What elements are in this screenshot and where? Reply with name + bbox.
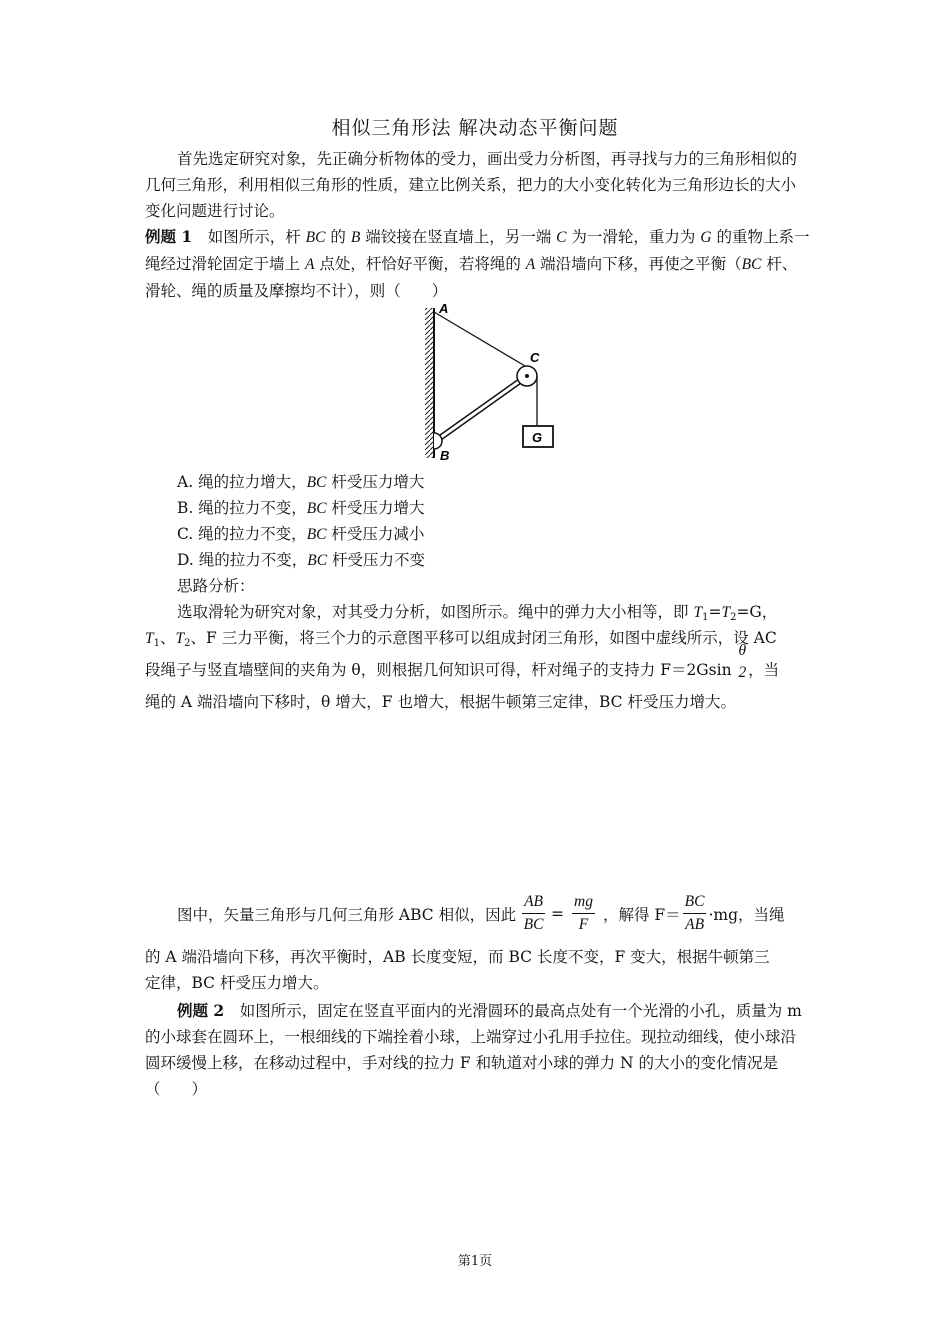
- option-text: 杆受压力不变: [327, 551, 426, 569]
- analysis-line-3: [145, 642, 780, 684]
- option-letter: C.: [177, 525, 194, 543]
- example1-paragraph: [145, 224, 810, 304]
- analysis-line-4: 绳的 A 端沿墙向下移时，θ 增大，F 也增大，根据牛顿第三定律，BC 杆受压力增大。: [145, 693, 736, 711]
- wall-hatch: [425, 308, 434, 458]
- analysis-line-2: $T_1$、$T_2$、F 三力平衡，将三个力的示意图平移可以组成封闭三角形，如图中虚线所示，设 AC: [145, 629, 777, 649]
- label-g: G: [532, 430, 543, 445]
- analysis-label: 思路分析：: [177, 577, 255, 595]
- var-a: A: [525, 256, 536, 273]
- analysis-text: ，当: [748, 661, 780, 679]
- pulley-axle: [525, 374, 529, 378]
- analysis-text: =: [708, 603, 722, 621]
- label-b: B: [440, 448, 450, 463]
- example1-text: 的: [325, 228, 351, 246]
- example1-text: 杆、滑轮、绳的质量及摩擦均不计），则（ ）: [145, 255, 798, 300]
- equals-sign: =: [551, 904, 565, 923]
- var-bc: BC: [305, 229, 326, 246]
- option-text: 杆受压力增大: [326, 499, 425, 517]
- option-text: 杆受压力增大: [326, 473, 425, 491]
- label-c: C: [530, 350, 540, 365]
- label-a: A: [439, 301, 449, 316]
- option-letter: B.: [177, 499, 194, 517]
- example1-text: 端沿墙向下移，再使之平衡（: [535, 255, 742, 273]
- similarity-line-3: 定律，BC 杆受压力增大。: [145, 974, 329, 992]
- option-d: [177, 548, 425, 570]
- option-text: 绳的拉力不变，: [198, 499, 307, 517]
- frac-den: F: [578, 916, 589, 933]
- example1-text: 点处，杆恰好平衡，若将绳的: [314, 255, 526, 273]
- example1-text: 的重物上系一绳经过滑轮固定于墙上: [145, 228, 810, 273]
- similarity-text: ，解得 F＝: [602, 905, 681, 924]
- page-number: 第1页: [457, 1254, 493, 1269]
- similarity-line-2: 的 A 端沿墙向下移，再次平衡时，AB 长度变短，而 BC 长度不变，F 变大，根据牛顿第三: [145, 948, 770, 966]
- option-text: 绳的拉力不变，: [198, 525, 307, 543]
- option-a: [177, 470, 424, 492]
- frac-num: mg: [572, 891, 595, 914]
- example2-label: 例题 2: [177, 1001, 225, 1020]
- var-bc: BC: [306, 474, 327, 491]
- wall-pulley-figure: [415, 300, 565, 465]
- example1-text: 为一滑轮，重力为: [566, 228, 701, 246]
- var-bc: BC: [307, 552, 328, 569]
- option-letter: D.: [177, 551, 194, 569]
- example1-text: 端铰接在竖直墙上，另一端: [360, 228, 557, 246]
- similarity-text: 图中，矢量三角形与几何三角形 ABC 相似，因此: [177, 905, 517, 924]
- var-a: A: [304, 256, 315, 273]
- option-text: 绳的拉力不变，: [198, 551, 308, 569]
- example2-paragraph: [145, 998, 810, 1102]
- similarity-line-1: [177, 891, 785, 936]
- var-b: B: [350, 229, 361, 246]
- fraction-ab-bc: [522, 891, 545, 936]
- var-bc: BC: [741, 256, 762, 273]
- fraction-bc-ab: [683, 891, 707, 936]
- rope-ac: [434, 312, 525, 366]
- option-c: [177, 522, 424, 544]
- similarity-text: ·mg，当绳: [708, 905, 785, 924]
- var-bc: BC: [306, 526, 327, 543]
- example1-text: 如图所示，杆: [207, 228, 306, 246]
- var-g: G: [700, 229, 712, 246]
- analysis-text: 、: [160, 629, 176, 647]
- fraction-mg-f: [572, 891, 595, 936]
- var-bc: BC: [306, 500, 327, 517]
- frac-num: θ: [738, 642, 747, 659]
- rod-bc: [437, 376, 527, 440]
- analysis-text: 段绳子与竖直墙壁间的夹角为 θ，则根据几何知识可得，杆对绳子的支持力 F＝2Gsin: [145, 661, 732, 679]
- analysis-text: 选取滑轮为研究对象，对其受力分析，如图所示。绳中的弹力大小相等，即: [177, 603, 694, 621]
- option-text: 绳的拉力增大，: [198, 473, 307, 491]
- option-letter: A.: [177, 473, 194, 491]
- frac-den: AB: [685, 916, 705, 933]
- analysis-line-1: 选取滑轮为研究对象，对其受力分析，如图所示。绳中的弹力大小相等，即 $T_1=T_2=G$，: [177, 603, 778, 623]
- intro-paragraph: 首先选定研究对象，先正确分析物体的受力，画出受力分析图，再寻找与力的三角形相似的几何三角形，利用相似三角形的性质，建立比例关系，把力的大小变化转化为三角形边长的大小变化问题进行讨论。: [145, 150, 798, 220]
- frac-num: AB: [522, 891, 545, 914]
- option-text: 杆受压力减小: [326, 525, 425, 543]
- analysis-text: 、F 三力平衡，将三个力的示意图平移可以组成封闭三角形，如图中虚线所示，设 AC: [190, 629, 777, 647]
- var-c: C: [556, 229, 567, 246]
- option-b: [177, 496, 425, 518]
- page-title: 相似三角形法 解决动态平衡问题: [331, 117, 619, 139]
- analysis-text: =G，: [736, 603, 778, 621]
- theta-over-two: [737, 640, 749, 684]
- frac-den: BC: [523, 916, 544, 933]
- example2-text: 如图所示，固定在竖直平面内的光滑圆环的最高点处有一个光滑的小孔，质量为 m 的小球套在圆环上，一根细线的下端拴着小球，上端穿过小孔用手拉住。现拉动细线，使小球沿圆环缓慢上移，在移动过程中，手对线的拉力 F 和轨道对小球的弹力 N 的大小的变化情况是（ ）: [145, 1002, 802, 1098]
- example1-label: 例题 1: [145, 227, 193, 246]
- frac-num: BC: [683, 891, 707, 914]
- frac-den: 2: [738, 664, 747, 681]
